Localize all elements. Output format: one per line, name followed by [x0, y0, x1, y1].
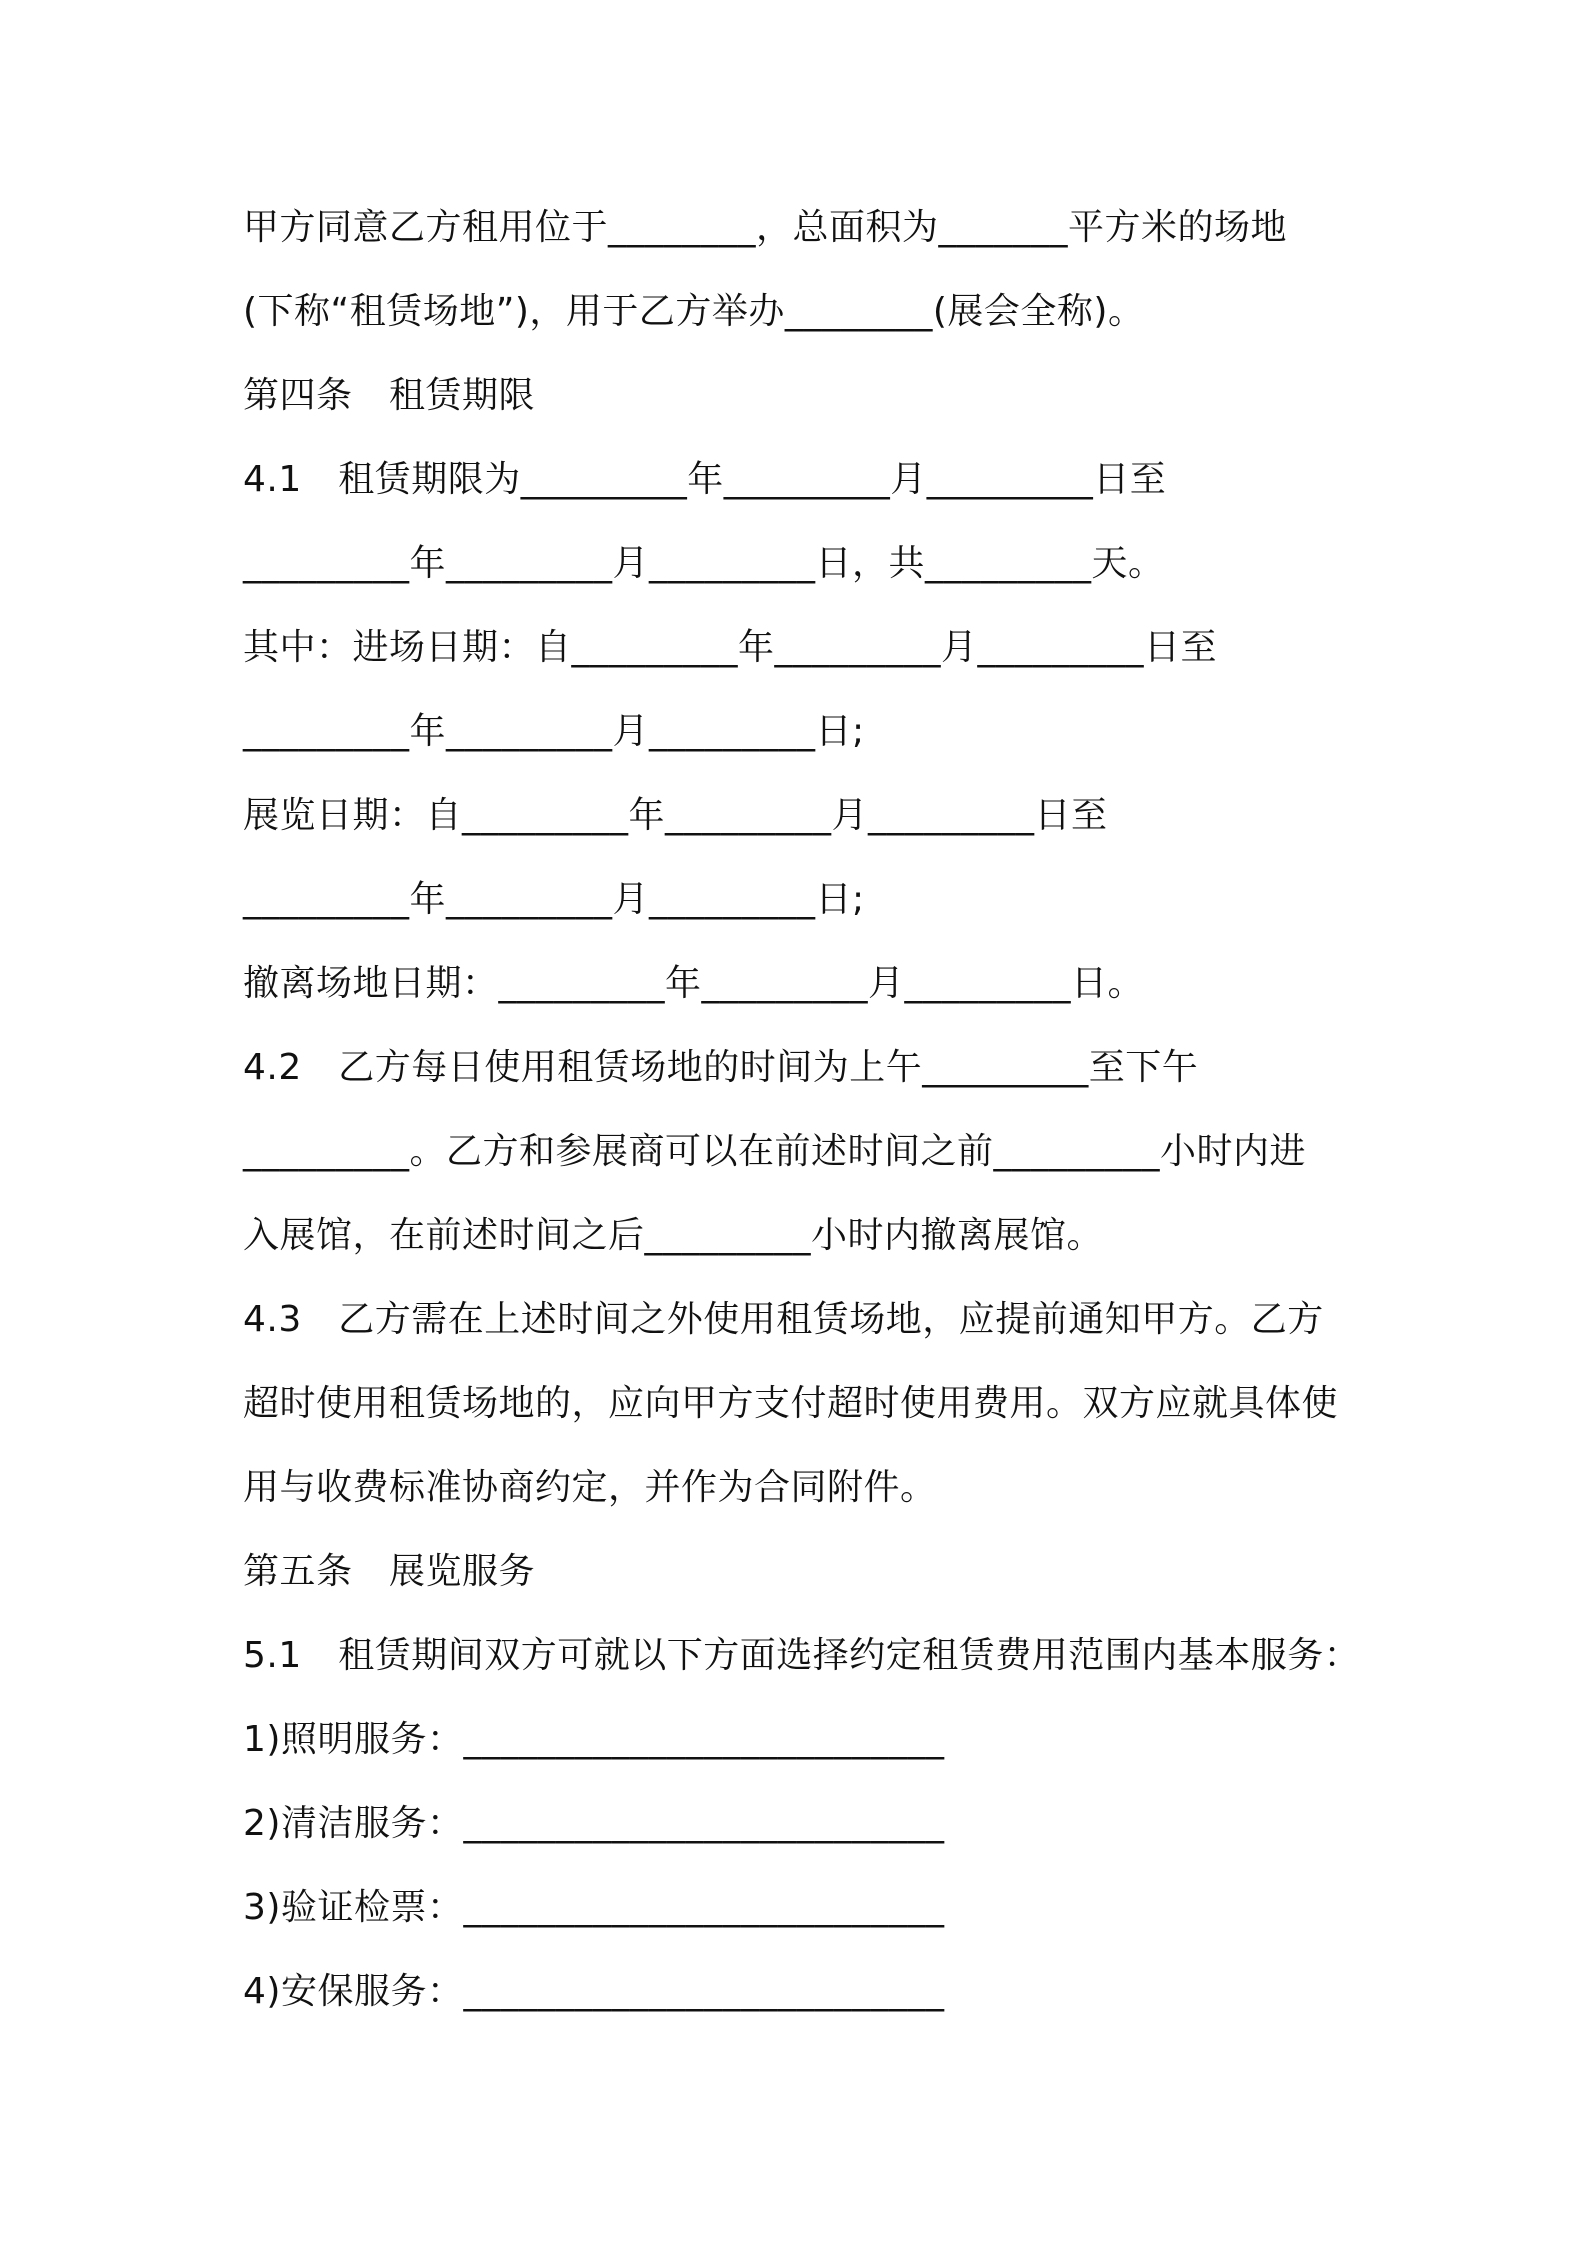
service-item-lighting: 1)照明服务：__________________________: [243, 1719, 945, 1760]
service-item-ticket-check: 3)验证检票：__________________________: [243, 1887, 945, 1928]
clause-4-3-line-1: 4.3 乙方需在上述时间之外使用租赁场地，应提前通知甲方。乙方: [243, 1299, 1324, 1340]
clause-5-1-line: 5.1 租赁期间双方可就以下方面选择约定租赁费用范围内基本服务：: [243, 1635, 1361, 1676]
clause-4-1-line-2: _________年_________月_________日，共_________天。: [243, 543, 1165, 584]
clause-4-1-line-1: 4.1 租赁期限为_________年_________月_________日至: [243, 459, 1167, 500]
move-out-date-line: 撤离场地日期：_________年_________月_________日。: [243, 963, 1145, 1004]
move-in-date-line-2: _________年_________月_________日;: [243, 711, 865, 752]
exhibition-date-line-2: _________年_________月_________日;: [243, 879, 865, 920]
article-4-heading: 第四条 租赁期限: [243, 375, 536, 416]
service-item-cleaning: 2)清洁服务：__________________________: [243, 1803, 945, 1844]
clause-4-3-line-3: 用与收费标准协商约定，并作为合同附件。: [243, 1467, 937, 1508]
lease-premises-clause-line-2: (下称“租赁场地”)，用于乙方举办________(展会全称)。: [243, 291, 1145, 332]
clause-4-3-line-2: 超时使用租赁场地的，应向甲方支付超时使用费用。双方应就具体使: [243, 1383, 1339, 1424]
clause-4-2-line-3: 入展馆，在前述时间之后_________小时内撤离展馆。: [243, 1215, 1104, 1256]
lease-premises-clause-line-1: 甲方同意乙方租用位于________，总面积为_______平方米的场地: [243, 207, 1288, 248]
clause-4-2-line-1: 4.2 乙方每日使用租赁场地的时间为上午_________至下午: [243, 1047, 1199, 1088]
clause-4-2-line-2: _________。乙方和参展商可以在前述时间之前_________小时内进: [243, 1131, 1307, 1172]
move-in-date-line-1: 其中：进场日期：自_________年_________月_________日至: [243, 627, 1218, 668]
article-5-heading: 第五条 展览服务: [243, 1551, 536, 1592]
exhibition-date-line-1: 展览日期：自_________年_________月_________日至: [243, 795, 1108, 836]
service-item-security: 4)安保服务：__________________________: [243, 1971, 945, 2012]
